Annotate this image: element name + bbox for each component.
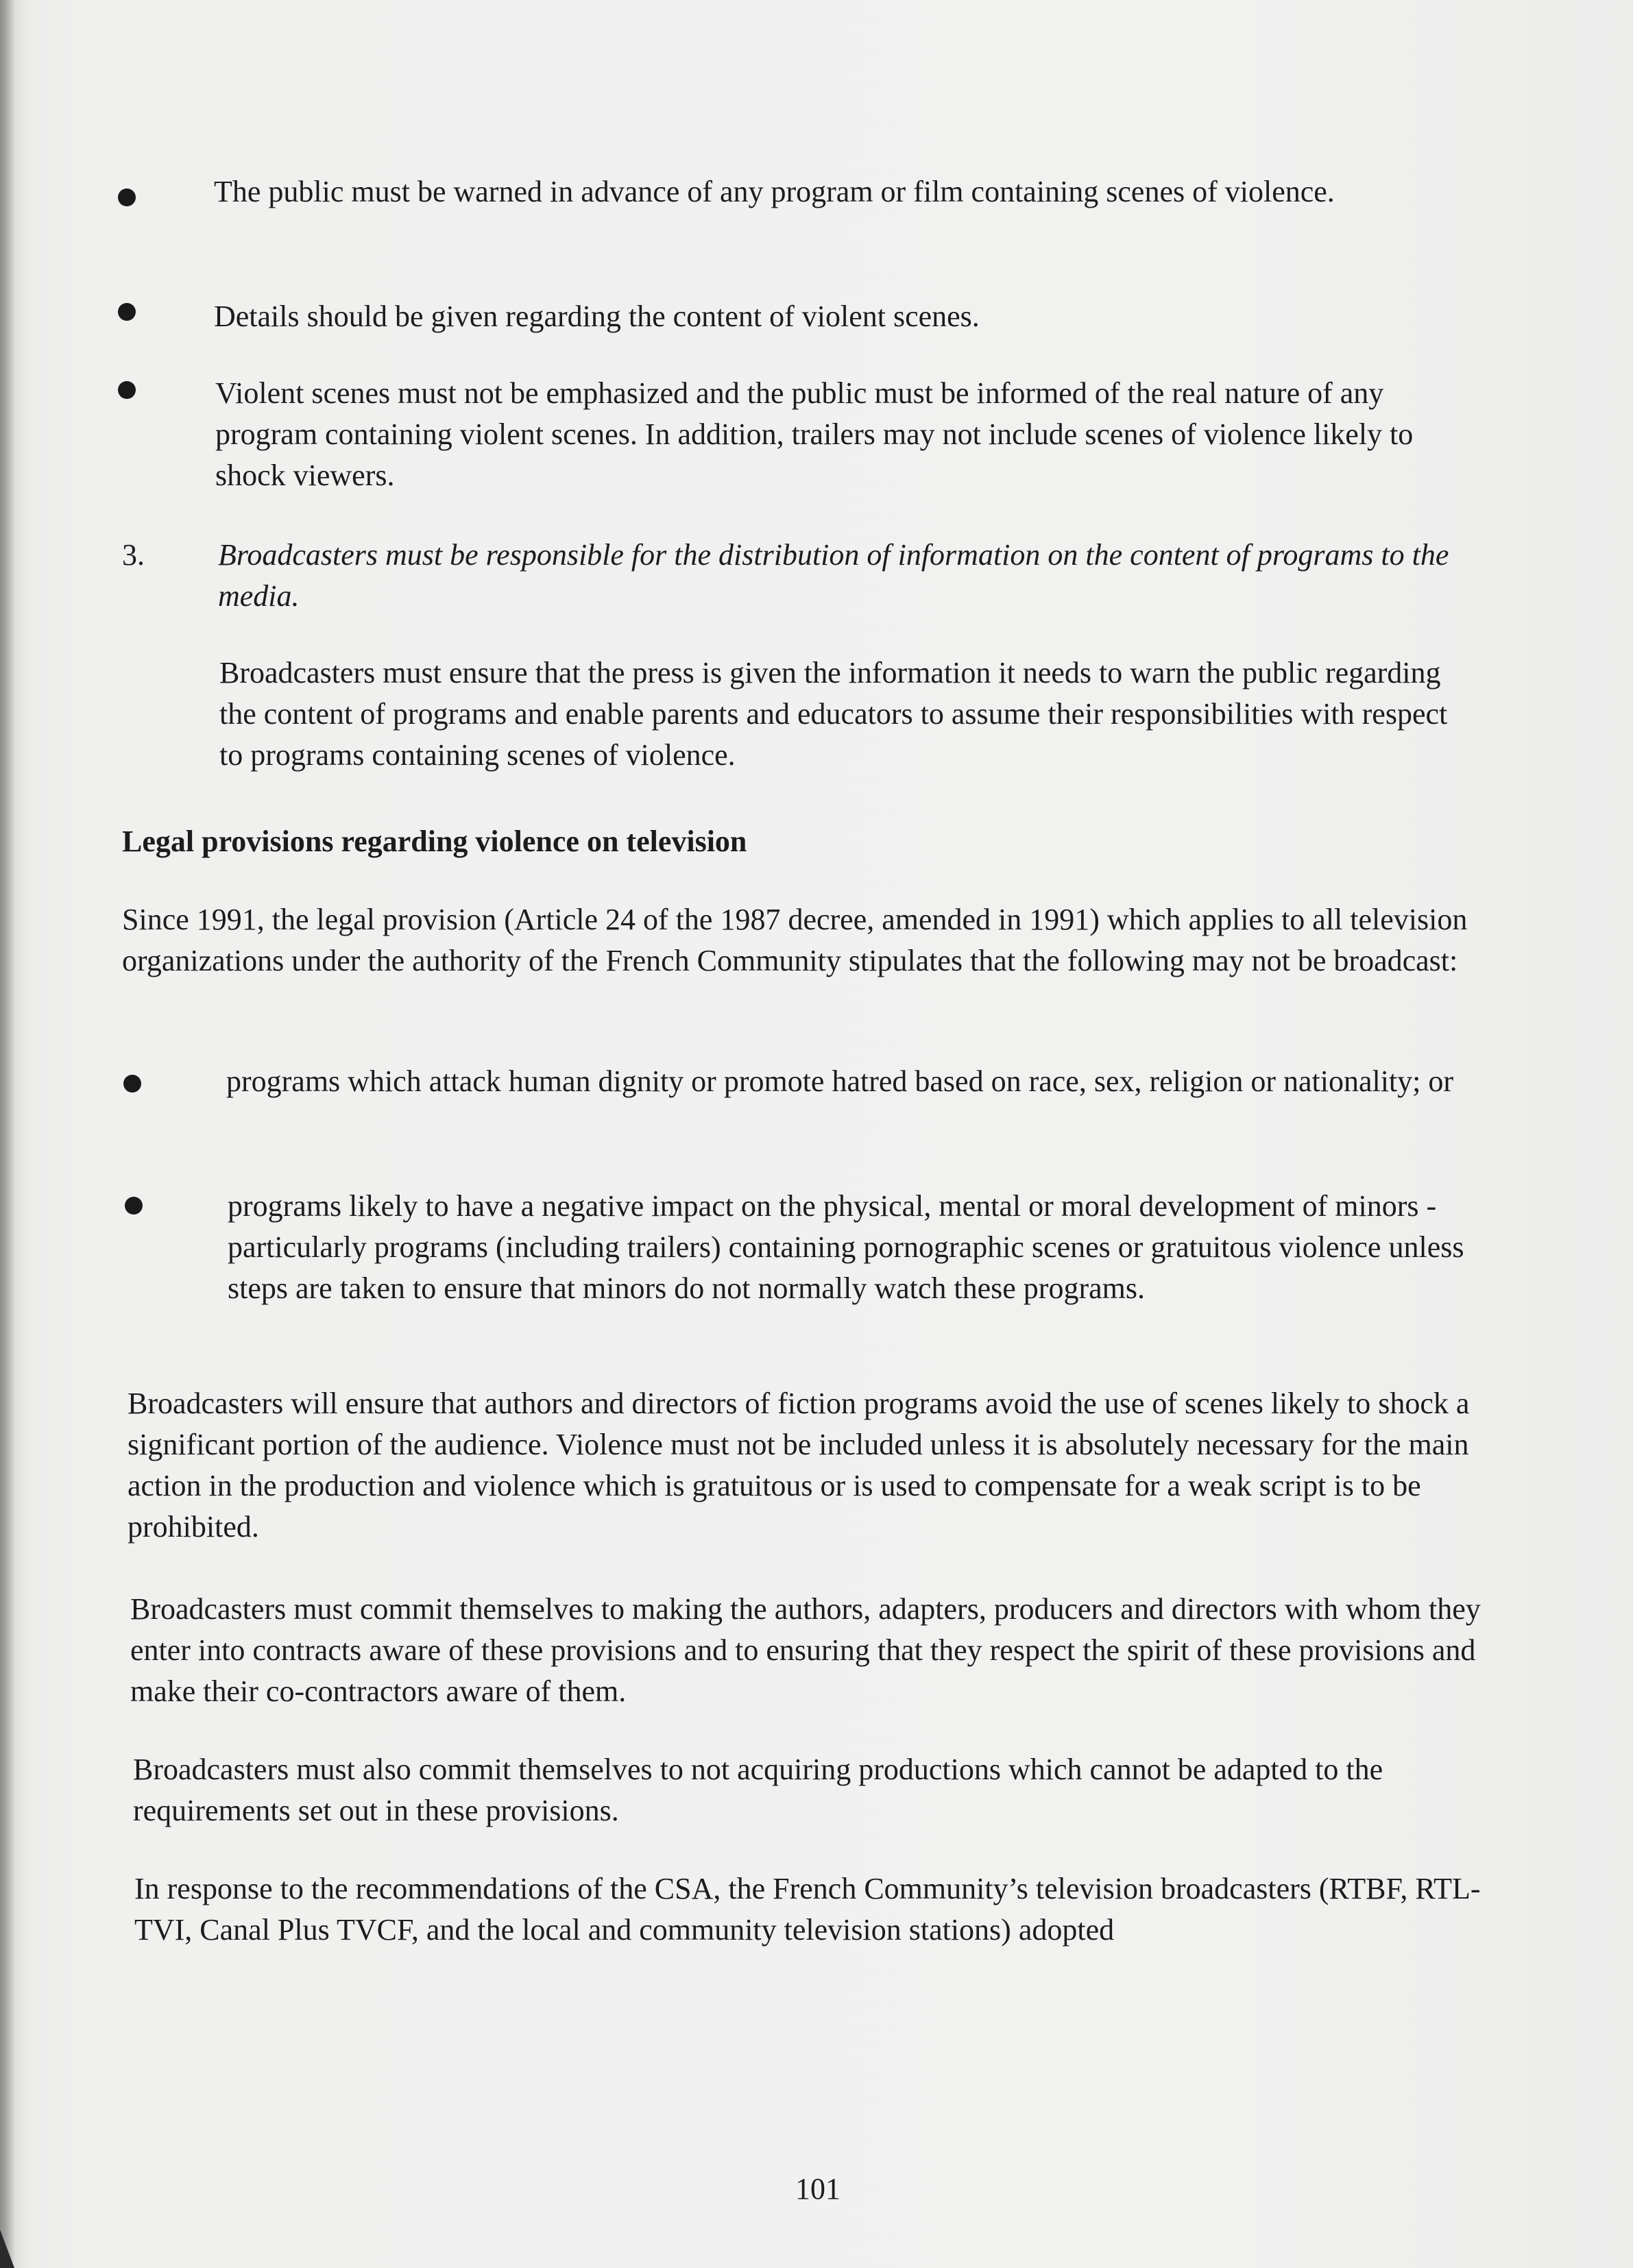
bullet-icon — [118, 188, 136, 206]
bullet-icon — [118, 303, 136, 321]
bullet-item-3: Violent scenes must not be emphasized and the public must be informed of the real nature of any program containing violent scenes. In addition, trailers may not include scenes of violence likely to shock viewers. — [215, 376, 1414, 492]
item-title: Broadcasters must be responsible for the distribution of information on the content of programs to the media. — [218, 538, 1449, 613]
paragraph-1: Broadcasters will ensure that authors and directors of fiction programs avoid the use of scenes likely to shock a significant portion of the audience. Violence must not be included unless it is absolutely necessary for the main action in the production and violence which is gratuitous or is used to compensate for a weak script is to be prohibited. — [128, 1387, 1470, 1544]
section-heading: Legal provisions regarding violence on television — [122, 825, 747, 858]
bullet-icon — [125, 1197, 143, 1215]
bullet-item-5: programs likely to have a negative impact on the physical, mental or moral development of minors - particularly programs (including trailers) containing pornographic scenes or gratuitous violence unless steps are taken to ensure that minors do not normally watch these programs. — [228, 1189, 1464, 1305]
paragraph-3: Broadcasters must also commit themselves to not acquiring productions which cannot be adapted to the requirements set out in these provisions. — [133, 1753, 1383, 1827]
bullet-item-2: Details should be given regarding the content of violent scenes. — [214, 300, 980, 333]
bullet-icon — [118, 381, 136, 399]
bullet-icon — [123, 1075, 141, 1093]
bullet-item-1: The public must be warned in advance of any program or film containing scenes of violence. — [214, 175, 1335, 208]
intro-paragraph: Since 1991, the legal provision (Article 24 of the 1987 decree, amended in 1991) which applies to all television organizations under the authority of the French Community stipulates that the following may not be broadcast: — [122, 903, 1468, 977]
page-number: 101 — [795, 2172, 840, 2206]
item-number: 3. — [122, 538, 145, 572]
paragraph-2: Broadcasters must commit themselves to making the authors, adapters, producers and directors with whom they enter into contracts aware of these provisions and to ensuring that they respect the spirit of these provisions and make their co-contractors aware of them. — [130, 1592, 1481, 1708]
paragraph-4: In response to the recommendations of the CSA, the French Community’s television broadcasters (RTBF, RTL-TVI, Canal Plus TVCF, and the local and community television stations) adopted — [134, 1872, 1481, 1947]
item-body: Broadcasters must ensure that the press is given the information it needs to warn the public regarding the content of programs and enable parents and educators to assume their responsibilities with respect to programs containing scenes of violence. — [219, 656, 1448, 772]
bullet-item-4: programs which attack human dignity or promote hatred based on race, sex, religion or nationality; or — [226, 1064, 1454, 1098]
